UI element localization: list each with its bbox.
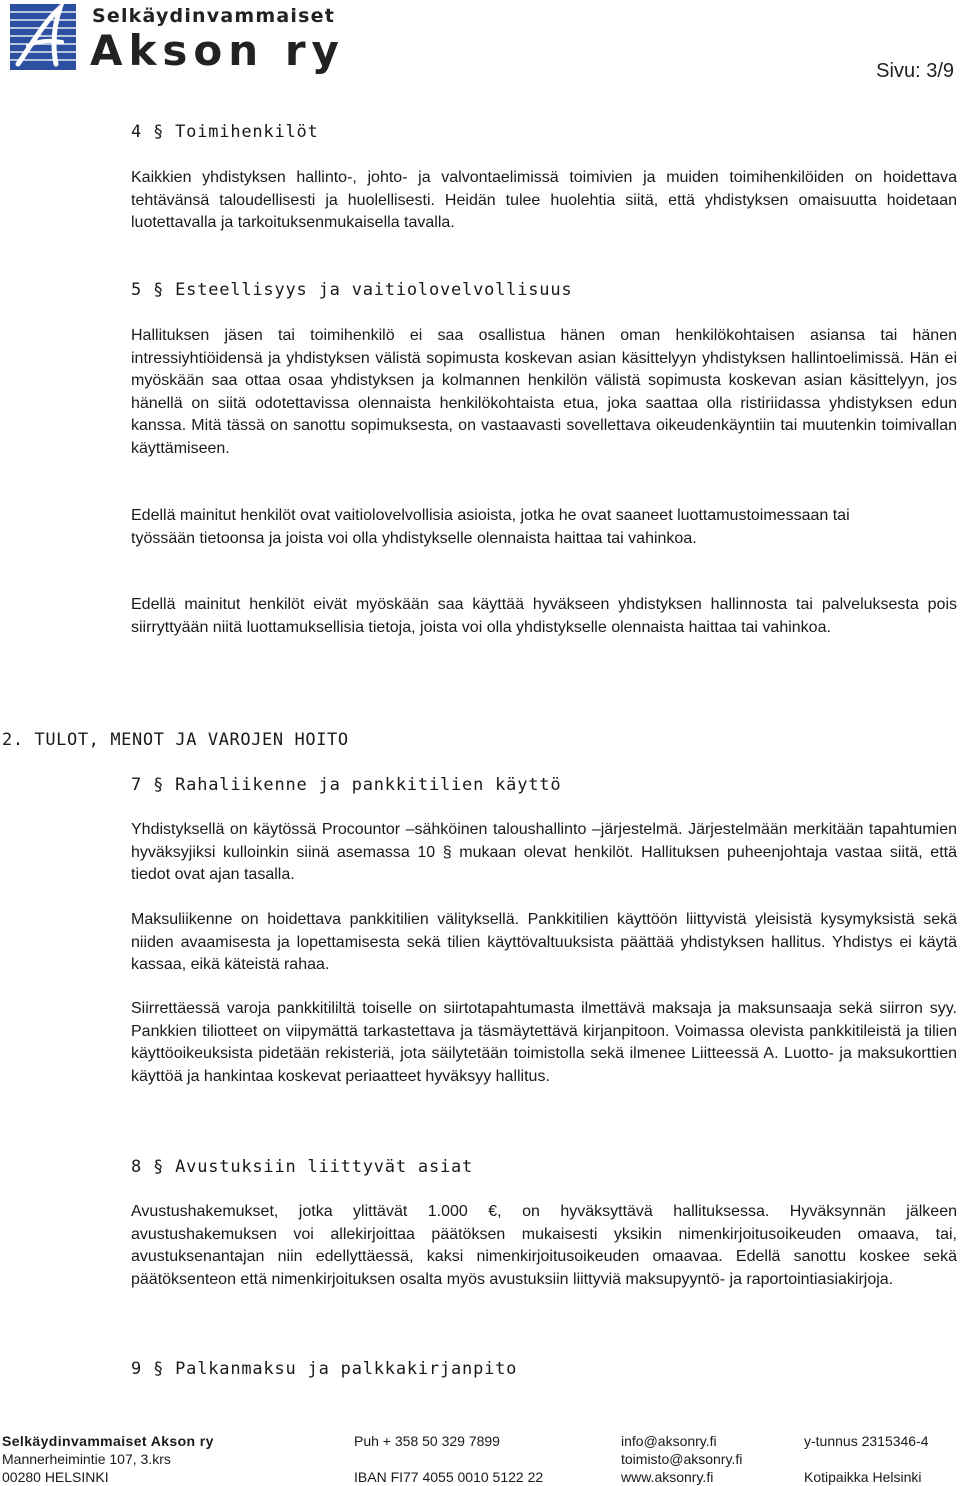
akson-logo-icon [10, 4, 76, 70]
paragraph: Edellä mainitut henkilöt eivät myöskään saa käyttää hyväkseen yhdistyksen hallinnosta tai palveluksesta pois siirryttyään niitä luottamuksellisia tietoja, joista voi olla yhdistykselle olennaista haittaa tai vahinkoa. [131, 596, 957, 636]
footer-org-name: Selkäydinvammaiset Akson ry [2, 1433, 214, 1449]
page-number: Sivu: 3/9 [876, 60, 954, 82]
footer-address [2, 1432, 214, 1486]
footer-website[interactable]: www.aksonry.fi [621, 1469, 714, 1485]
paragraph: Avustushakemukset, jotka ylittävät 1.000 €, on hyväksyttävä hallituksessa. Hyväksynnän jälkeen avustushakemuksen voi allekirjoittaa päätöksen mukaisesti yksikin nimenkirjoitusoikeuden omaava, tai, avustuksenantajan niin edellyttäessä, kaksi nimenkirjoitusoikeuden omaavaa. Edellä sanottu koskee sekä päätöksenteon että nimenkirjoituksen osalta myös avustuksiin liittyviä maksupyyntö- ja raportointiasiakirjoja. [131, 1203, 957, 1288]
footer-phone-bank [354, 1432, 543, 1486]
paragraph: Siirrettäessä varoja pankkitililtä toiselle on siirtotapahtumasta ilmettävä maksaja ja maksunsaaja sekä siirron syy. Pankkien tiliotteet on viipymättä tarkastettava ja täsmäytettävä kirjanpitoon. Voimassa olevista pankkitileistä ja tilien käyttöoikeuksista pidetään rekisteriä, jota säilytetään toimistolla sekä ilmenee Liitteessä A. Luotto- ja maksukorttien käyttöä ja hankintaa koskevat periaatteet hyväksyy hallitus. [131, 1000, 957, 1085]
footer-empty [354, 1450, 543, 1468]
org-name-large: Akson ry [90, 26, 345, 75]
footer-phone: Puh + 358 50 329 7899 [354, 1433, 500, 1449]
paragraph: Edellä mainitut henkilöt ovat vaitiolovelvollisia asioista, jotka he ovat saaneet luottamustoimessaan tai työssään tietoonsa ja joista voi olla yhdistykselle olennaista haittaa tai vahinkoa. [131, 507, 850, 547]
paragraph: Yhdistyksellä on käytössä Procountor –sähköinen taloushallinto –järjestelmä. Järjestelmään merkitään tapahtumien hyväksyjiksi kulloinkin siinä asemassa 10 § mukaan olevat henkilöt. Hallituksen puheenjohtaja vastaa siitä, että tiedot ovat ajan tasalla. [131, 821, 957, 883]
footer-empty [804, 1450, 929, 1468]
section-heading-9: 9 § Palkanmaksu ja palkkakirjanpito [131, 1359, 518, 1379]
footer-iban: IBAN FI77 4055 0010 5122 22 [354, 1469, 544, 1485]
footer-business-id: y-tunnus 2315346-4 [804, 1433, 929, 1449]
footer-street: Mannerheimintie 107, 3.krs [2, 1451, 171, 1467]
section-heading-4: 4 § Toimihenkilöt [131, 122, 319, 142]
paragraph: Kaikkien yhdistyksen hallinto-, johto- ja valvontaelimissä toimivien ja muiden toimihenkilöiden on hoidettava tehtävänsä taloudellisesti ja huolellisesti. Heidän tulee huolehtia siitä, että yhdistyksen omaisuutta hoidetaan luotettavalla ja tarkoituksenmukaisella tavalla. [131, 169, 957, 231]
footer-domicile: Kotipaikka Helsinki [804, 1469, 922, 1485]
page-footer [0, 1432, 960, 1486]
section-heading-5: 5 § Esteellisyys ja vaitiolovelvollisuus [131, 280, 573, 300]
chapter-heading: 2. TULOT, MENOT JA VAROJEN HOITO [2, 730, 349, 750]
paragraph: Hallituksen jäsen tai toimihenkilö ei saa osallistua hänen oman henkilökohtaisen asiansa tai hänen intressiyhtiöidensä ja yhdistyksen välistä sopimusta koskevan asian käsittelyyn yhdistyksen hallintoelimissä. Hän ei myöskään saa ottaa osaa yhdistyksen ja kolmannen henkilön välistä sopimusta koskevan asian käsittelyyn, jos hänellä on siitä odotettavissa olennaista henkilökohtaista etua, joka saattaa olla ristiriidassa yhdistyksen edun kanssa. Mitä tässä on sanottu sopimuksesta, on vastaavasti sovellettava oikeudenkäyntiin tai muutenkin toimivallan käyttämiseen. [131, 327, 957, 457]
footer-registry [804, 1432, 929, 1486]
footer-contacts [621, 1432, 742, 1486]
org-name-small: Selkäydinvammaiset [92, 5, 335, 27]
section-heading-8: 8 § Avustuksiin liittyvät asiat [131, 1157, 474, 1177]
footer-email-info[interactable]: info@aksonry.fi [621, 1433, 717, 1449]
paragraph: Maksuliikenne on hoidettava pankkitilien välityksellä. Pankkitilien käyttöön liittyvistä yleisistä kysymyksistä sekä niiden avaamisesta ja lopettamisesta sekä tilien käyttövaltuuksista päättää yhdistyksen hallitus. Yhdistys ei käytä kassaa, eikä käteistä rahaa. [131, 911, 957, 973]
section-heading-7: 7 § Rahaliikenne ja pankkitilien käyttö [131, 775, 562, 795]
footer-email-office[interactable]: toimisto@aksonry.fi [621, 1451, 743, 1467]
footer-city: 00280 HELSINKI [2, 1469, 109, 1485]
